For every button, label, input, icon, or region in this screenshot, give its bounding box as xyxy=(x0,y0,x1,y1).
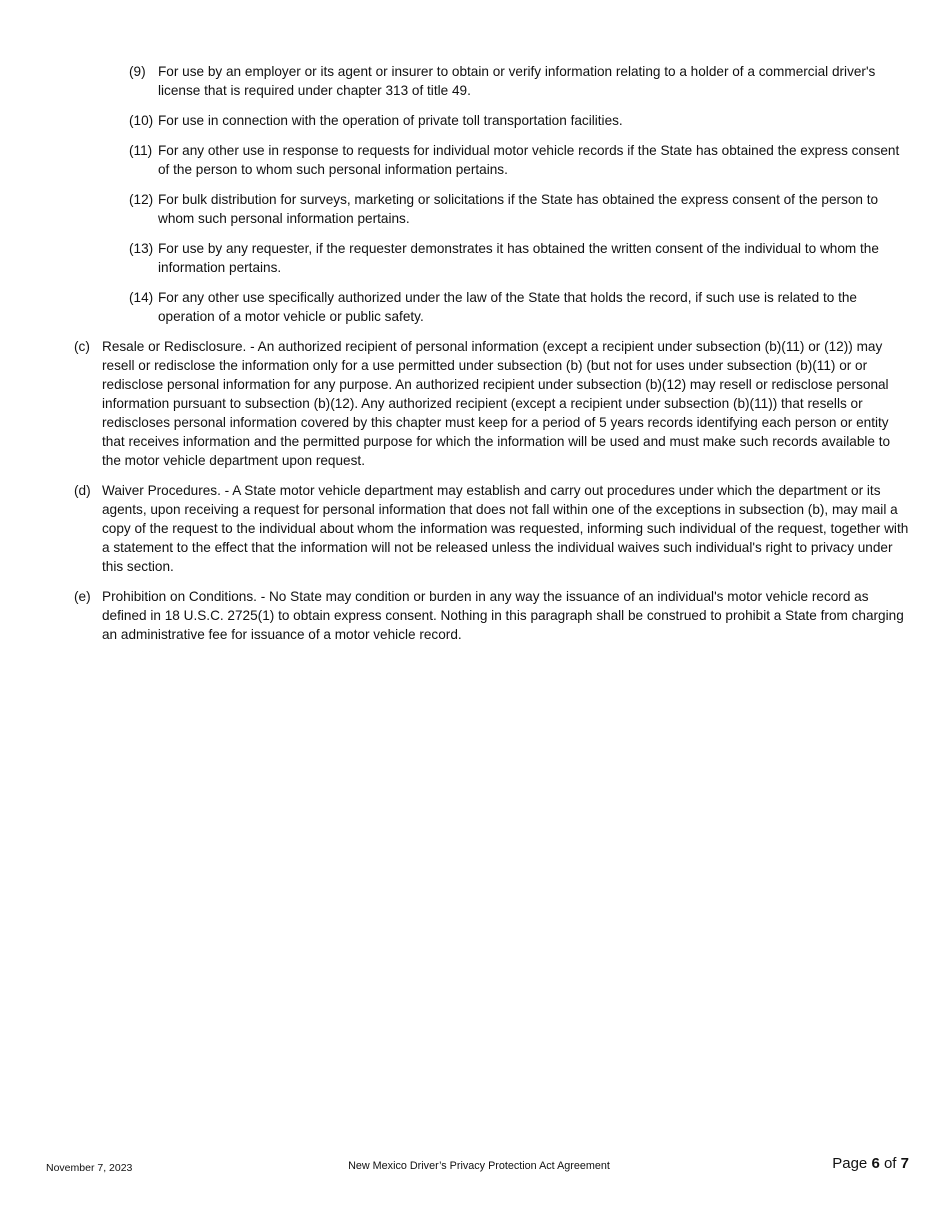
page-number xyxy=(832,1155,909,1172)
subsection-number: (10) xyxy=(129,113,154,128)
footer-date: November 7, 2023 xyxy=(46,1162,133,1174)
subsection-text: For use by any requester, if the requester demonstrates it has obtained the written consent of the individual to whom the information pertains. xyxy=(158,241,879,275)
subsection-number: (9) xyxy=(129,64,146,79)
section-letter: (c) xyxy=(74,339,90,354)
subsection-item xyxy=(129,239,912,277)
section-e xyxy=(74,587,910,644)
subsection-item xyxy=(129,141,912,179)
page-total: 7 xyxy=(900,1155,909,1172)
page-of: of xyxy=(883,1155,897,1172)
subsection-item xyxy=(129,62,912,100)
subsection-number: (14) xyxy=(129,290,154,305)
section-text: Resale or Redisclosure. - An authorized recipient of personal information (except a recipient under subsection (b)(11) or (12)) may resell or redisclose the information only for a use permitted under subsection (b) (but not for uses under subsection (b)(11) or or redisclose personal information for any purpose. An authorized recipient under subsection (b)(12) may resell or redisclose personal information pursuant to subsection (b)(12). Any authorized recipient (except a recipient under subsection (b)(11)) that resells or rediscloses personal information covered by this chapter must keep for a period of 5 years records identifying each person or entity that receives information and the permitted purpose for which the information will be used and must make such records available to the motor vehicle department upon request. xyxy=(102,339,891,468)
section-letter: (e) xyxy=(74,589,91,604)
subsection-item xyxy=(129,111,912,130)
section-text: Prohibition on Conditions. - No State may condition or burden in any way the issuance of an individual's motor vehicle record as defined in 18 U.S.C. 2725(1) to obtain express consent. Nothing in this paragraph shall be construed to prohibit a State from charging an administrative fee for issuance of a motor vehicle record. xyxy=(102,589,904,642)
footer-title: New Mexico Driver’s Privacy Protection Act Agreement xyxy=(348,1160,610,1172)
subsection-text: For use in connection with the operation of private toll transportation facilities. xyxy=(158,113,623,128)
subsection-text: For use by an employer or its agent or insurer to obtain or verify information relating to a holder of a commercial driver's license that is required under chapter 313 of title 49. xyxy=(158,64,876,98)
section-letter: (d) xyxy=(74,483,91,498)
page-label: Page xyxy=(832,1155,868,1172)
section-d xyxy=(74,481,910,576)
subsection-item xyxy=(129,190,912,228)
subsection-text: For any other use specifically authorized under the law of the State that holds the record, if such use is related to the operation of a motor vehicle or public safety. xyxy=(158,290,857,324)
page-current: 6 xyxy=(871,1155,880,1172)
subsection-number: (12) xyxy=(129,192,154,207)
section-text: Waiver Procedures. - A State motor vehicle department may establish and carry out procedures under which the department or its agents, upon receiving a request for personal information that does not fall within one of the exceptions in subsection (b), may mail a copy of the request to the individual about whom the information was requested, informing such individual of the request, together with a statement to the effect that the information will not be released unless the individual waives such individual's right to privacy under this section. xyxy=(102,483,909,574)
document-body xyxy=(0,62,950,655)
subsection-number: (11) xyxy=(129,143,153,158)
subsection-text: For any other use in response to requests for individual motor vehicle records if the State has obtained the express consent of the person to whom such personal information pertains. xyxy=(158,143,900,177)
subsection-text: For bulk distribution for surveys, marketing or solicitations if the State has obtained the express consent of the person to whom such personal information pertains. xyxy=(158,192,879,226)
subsection-item xyxy=(129,288,912,326)
subsection-number: (13) xyxy=(129,241,154,256)
section-c xyxy=(74,337,910,470)
